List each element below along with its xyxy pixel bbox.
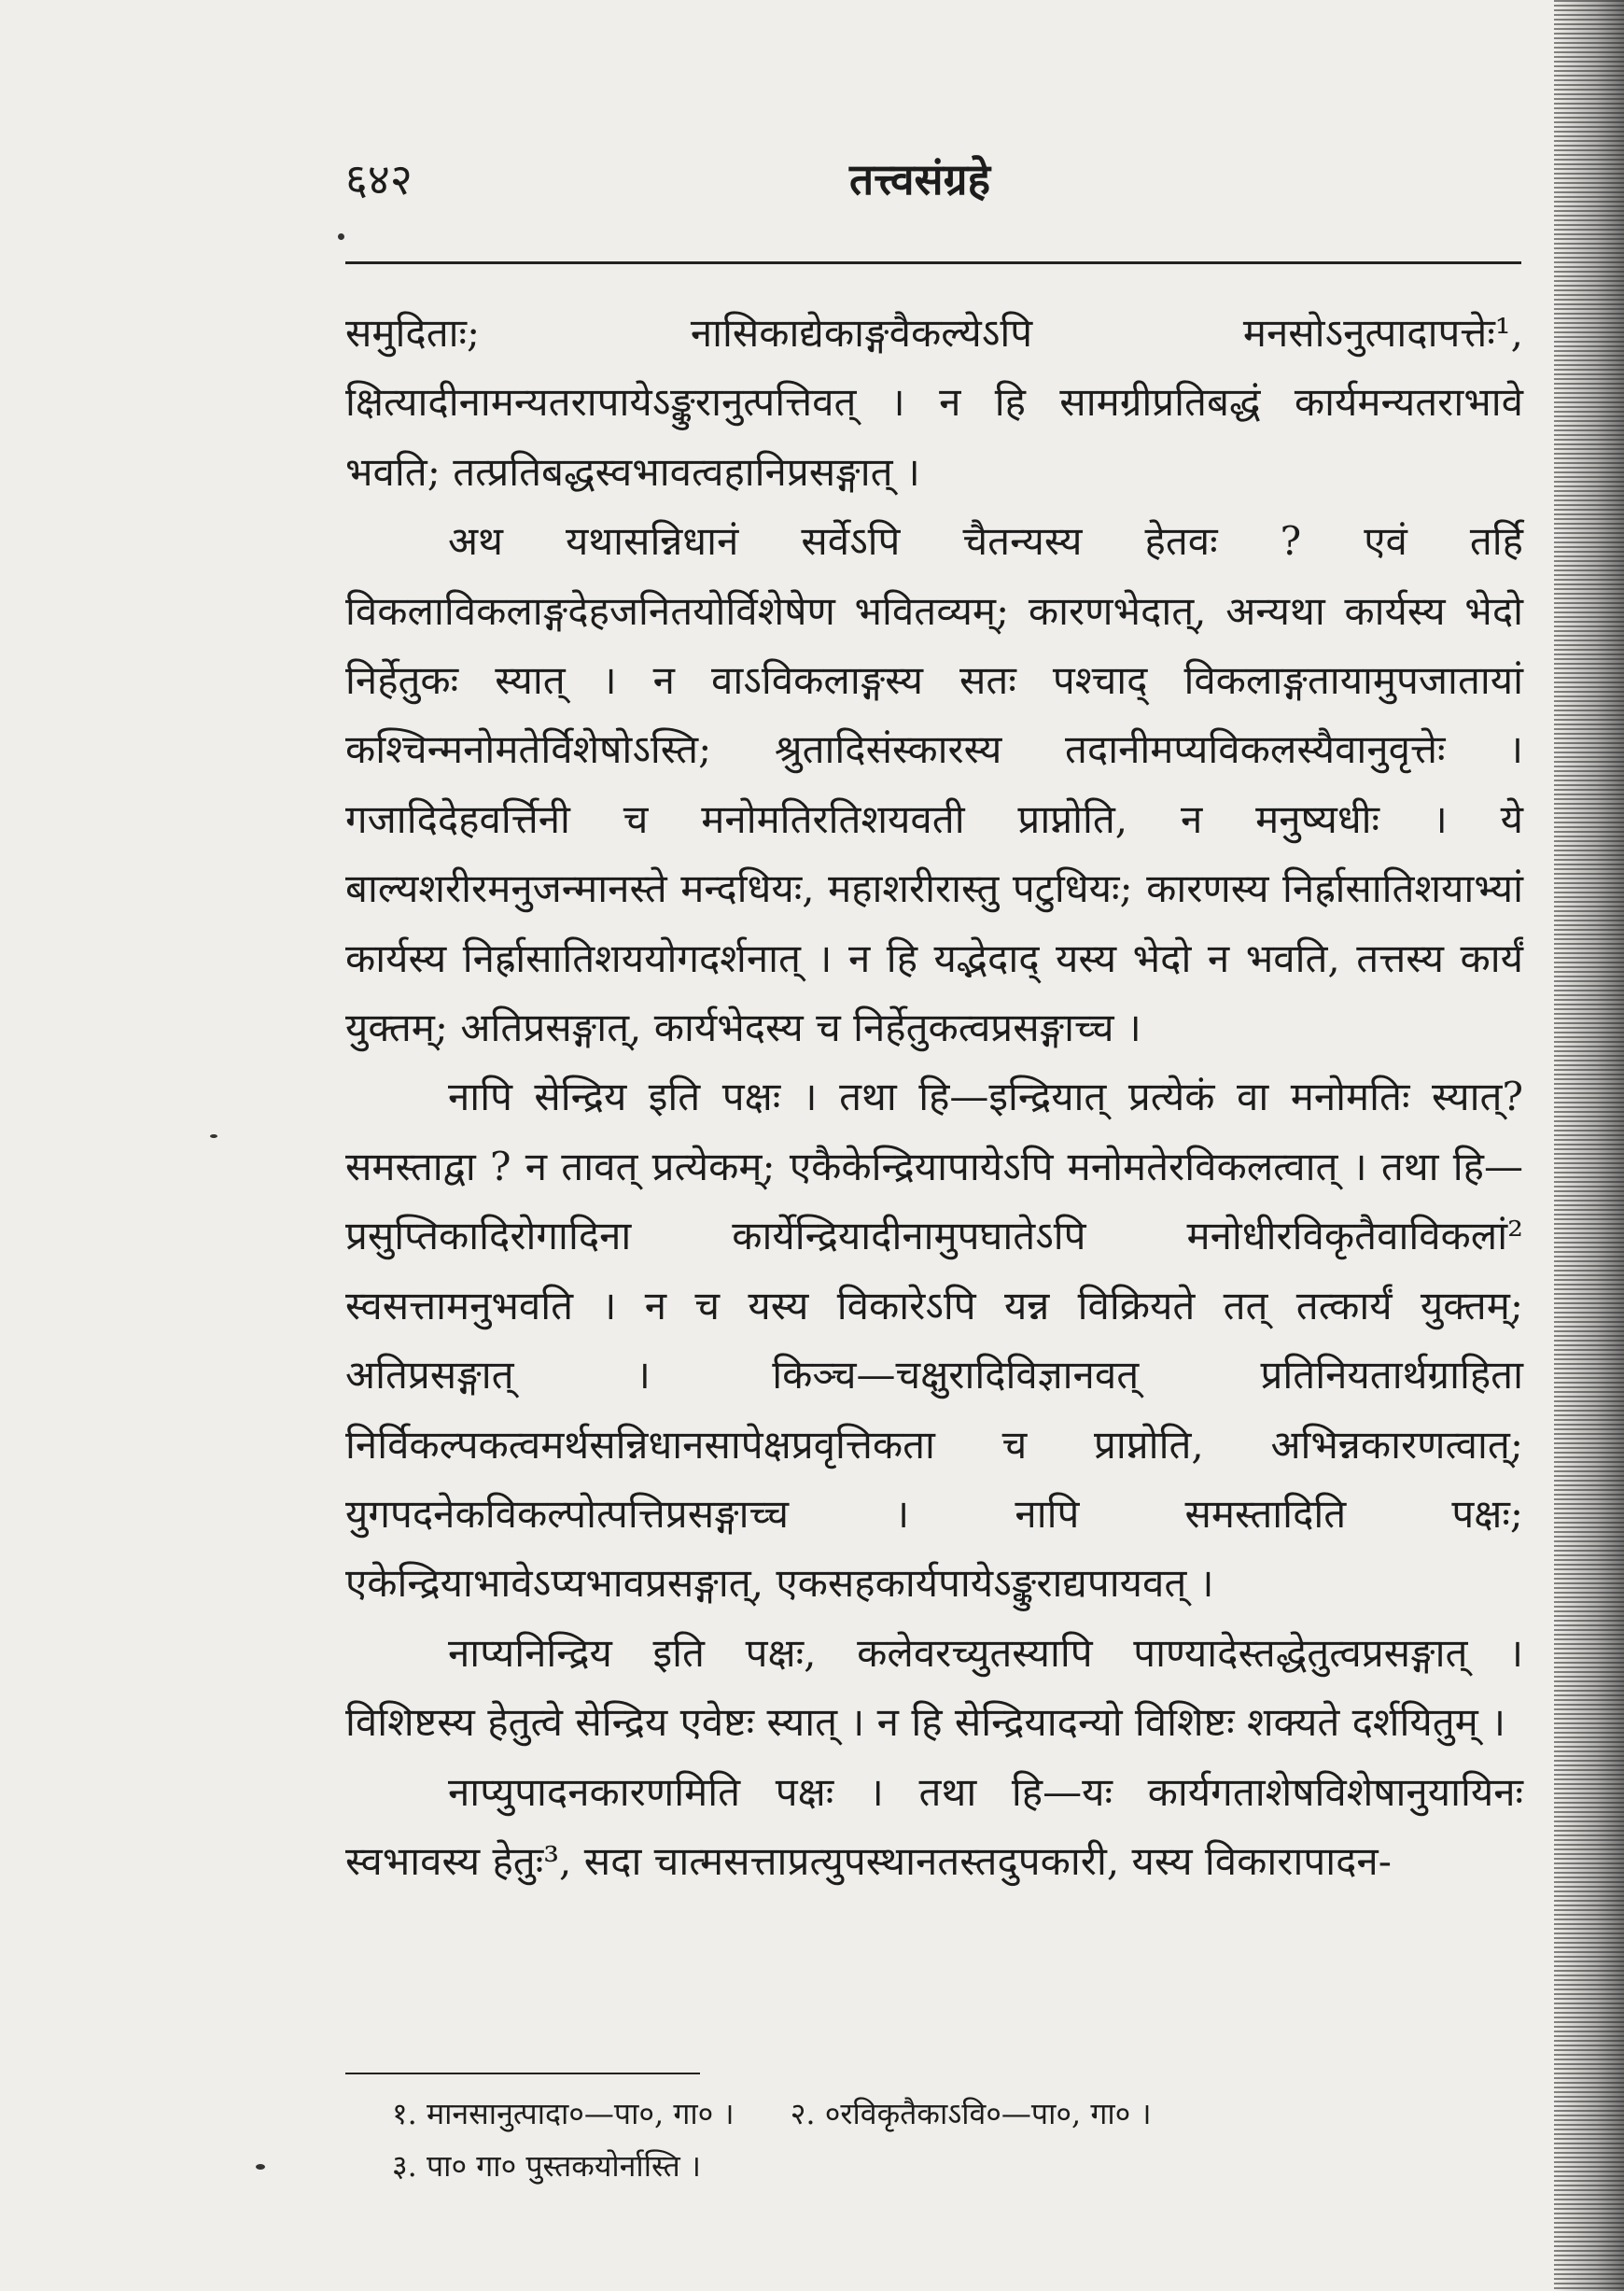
- footnote-3: ३. पा० गा० पुस्तकयोर्नास्ति ।: [392, 2148, 701, 2184]
- paragraph-1: समुदिताः; नासिकाद्येकाङ्गवैकल्येऽपि मनसोऽनुत्पादापत्तेः¹, क्षित्यादीनामन्यतरापायेऽङ्कुरानुत्पत्तिवत् । न हि सामग्रीप्रतिबद्धं कार्यमन्यतराभावे भवति; तत्प्रतिबद्धस्वभावत्वहानिप्रसङ्गात् ।: [345, 310, 1523, 495]
- paragraph-4: नाप्यनिन्द्रिय इति पक्षः, कलेवरच्युतस्यापि पाण्यादेस्तद्धेतुत्वप्रसङ्गात् । विशिष्टस्य हेतुत्वे सेन्द्रिय एवेष्टः स्यात् । न हि सेन्द्रियादन्यो विशिष्टः शक्यते दर्शयितुम् ।: [345, 1629, 1523, 1746]
- scan-edge-shadow: [1554, 0, 1624, 2291]
- body-text: [345, 299, 1523, 1896]
- paragraph-5: नाप्युपादनकारणमिति पक्षः । तथा हि—यः कार्यगताशेषविशेषानुयायिनः स्वभावस्य हेतुः³, सदा चात्मसत्ताप्रत्युपस्थानतस्तदुपकारी, यस्य विकारापादन-: [345, 1768, 1523, 1884]
- scan-speck: [338, 233, 344, 240]
- header-rule: [345, 261, 1521, 264]
- footnote-1: १. मानसानुत्पादा०—पा०, गा० ।: [392, 2096, 735, 2131]
- paragraph-3: नापि सेन्द्रिय इति पक्षः । तथा हि—इन्द्रियात् प्रत्येकं वा मनोमतिः स्यात्? समस्ताद्वा ? न तावत् प्रत्येकम्; एकैकेन्द्रियापायेऽपि मनोमतेरविकलत्वात् । तथा हि—प्रसुप्तिकादिरोगादिना कार्येन्द्रियादीनामुपघातेऽपि मनोधीरविकृतैवाविकलां² स्वसत्तामनुभवति । न च यस्य विकारेऽपि यन्न विक्रियते तत् तत्कार्यं युक्तम्; अतिप्रसङ्गात् । किञ्च—चक्षुरादिविज्ञानवत् प्रतिनियतार्थग्राहिता निर्विकल्पकत्वमर्थसन्निधानसापेक्षप्रवृत्तिकता च प्राप्नोति, अभिन्नकारणत्वात्; युगपदनेकविकल्पोत्पत्तिप्रसङ्गाच्च । नापि समस्तादिति पक्षः; एकेन्द्रियाभावेऽप्यभावप्रसङ्गात्, एकसहकार्यपायेऽङ्कुराद्यपायवत् ।: [345, 1074, 1523, 1607]
- page-header: [345, 149, 1521, 215]
- running-title: तत्त्वसंग्रहे: [849, 154, 991, 204]
- footnote-2: २. ०रविकृतैकाऽवि०—पा०, गा० ।: [790, 2096, 1152, 2131]
- page-number: ६४२: [345, 154, 413, 204]
- scan-speck: [210, 1134, 217, 1138]
- scan-speck: [256, 2164, 265, 2170]
- footnote-rule: [345, 2073, 700, 2074]
- footnotes: [392, 2087, 1512, 2192]
- paragraph-2: अथ यथासन्निधानं सर्वेऽपि चैतन्यस्य हेतवः ? एवं तर्हि विकलाविकलाङ्गदेहजनितयोर्विशेषेण भवितव्यम्; कारणभेदात्, अन्यथा कार्यस्य भेदो निर्हेतुकः स्यात् । न वाऽविकलाङ्गस्य सतः पश्चाद् विकलाङ्गतायामुपजातायां कश्चिन्मनोमतेर्विशेषोऽस्ति; श्रुतादिसंस्कारस्य तदानीमप्यविकलस्यैवानुवृत्तेः । गजादिदेहवर्त्तिनी च मनोमतिरतिशयवती प्राप्नोति, न मनुष्यधीः । ये बाल्यशरीरमनुजन्मानस्ते मन्दधियः, महाशरीरास्तु पटुधियः; कारणस्य निर्ह्रासातिशयाभ्यां कार्यस्य निर्ह्रासातिशययोगदर्शनात् । न हि यद्भेदाद् यस्य भेदो न भवति, तत्तस्य कार्यं युक्तम्; अतिप्रसङ्गात्, कार्यभेदस्य च निर्हेतुकत्वप्रसङ्गाच्च ।: [345, 518, 1523, 1051]
